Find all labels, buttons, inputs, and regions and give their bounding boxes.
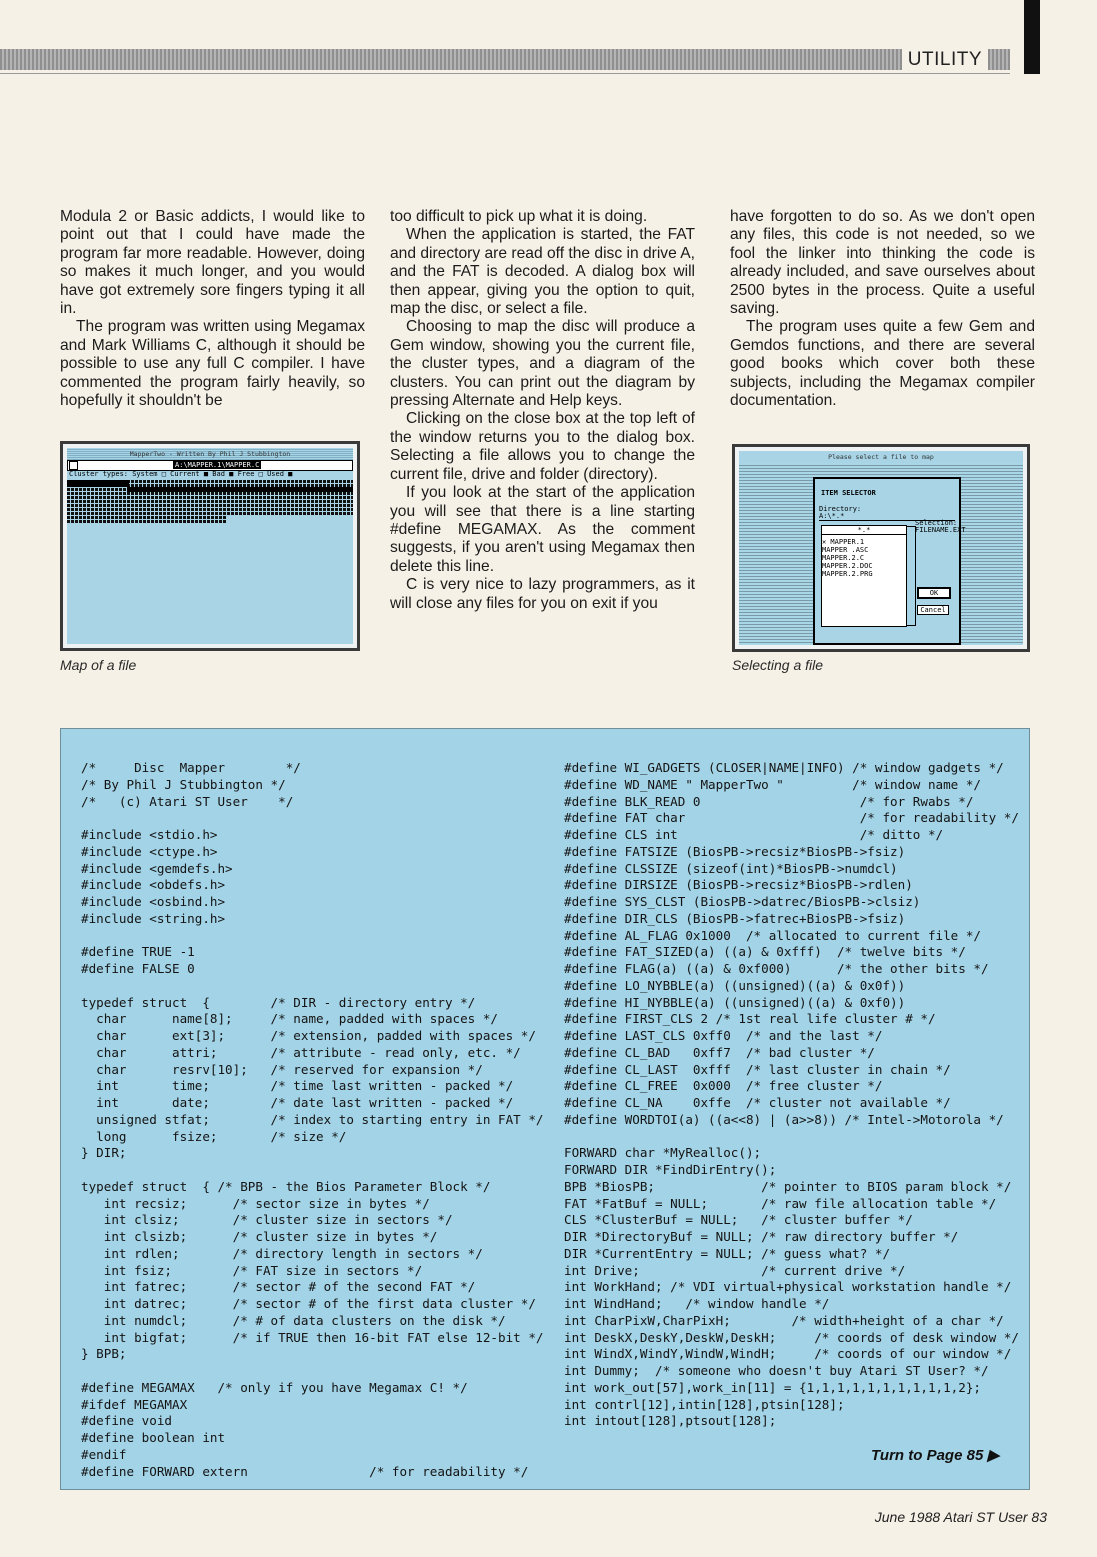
paragraph: If you look at the start of the application you will see that there is a line starting #define MEGAMAX. As the comment suggests, if you aren't using Megamax then delete this line. — [390, 484, 695, 575]
item-selector-dialog — [813, 477, 966, 645]
page-footer: June 1988 Atari ST User 83 — [874, 1509, 1047, 1525]
file-path: A:\MAPPER.1\MAPPER.C — [175, 461, 260, 469]
paragraph: Modula 2 or Basic addicts, I would like to point out that I could have made the program far more readable. However, doing so makes it much longer, and you would have got extremely sore fingers typing it all in. — [60, 208, 365, 318]
header-rule — [0, 73, 1010, 74]
selector-heading: ITEM SELECTOR — [821, 489, 876, 497]
selector-title: Please select a file to map — [739, 451, 1023, 463]
window-title: MapperTwo - Written By Phil J Stubbington — [67, 448, 353, 460]
column-1 — [60, 208, 365, 410]
directory-label: Directory: — [819, 505, 862, 513]
paragraph: Choosing to map the disc will produce a Gem window, showing you the current file, the cluster types, and a diagram of the clusters. You can print out the diagram by pressing Alternate and Help keys. — [390, 318, 695, 410]
cluster-free-area — [227, 516, 353, 524]
section-header-bar — [0, 49, 1010, 70]
caption-selector: Selecting a file — [732, 657, 824, 673]
paragraph: too difficult to pick up what it is doing. — [390, 208, 648, 225]
page-edge-tab — [1024, 0, 1040, 74]
file-item[interactable]: MAPPER.2.DOC — [822, 562, 873, 570]
file-list-scrollbar[interactable] — [906, 526, 916, 626]
column-3 — [730, 208, 1035, 410]
section-label: UTILITY — [902, 49, 988, 70]
map-screenshot — [60, 441, 360, 651]
caption-map: Map of a file — [60, 657, 137, 673]
cancel-button[interactable]: Cancel — [917, 605, 949, 615]
close-box-icon[interactable] — [69, 461, 78, 470]
file-item[interactable]: MAPPER .ASC — [822, 546, 869, 554]
file-item[interactable]: MAPPER.2.C — [822, 554, 865, 562]
file-item[interactable]: MAPPER.2.PRG — [822, 570, 873, 578]
paragraph: The program was written using Megamax and Mark Williams C, although it should be possible to use any full C compiler. I have commented the program fairly heavily, so hopefully it shouldn't be — [60, 318, 365, 410]
file-item[interactable]: ✕ MAPPER.1 — [822, 538, 865, 546]
code-listing-box — [60, 728, 1030, 1490]
paragraph: The program uses quite a few Gem and Gemdos functions, and there are several good books which cover both these subjects, including the Megamax compiler documentation. — [730, 318, 1035, 410]
cluster-legend: Cluster types: System □ Current ■ Bad ■ Free □ Used ■ — [69, 470, 293, 478]
selection-label: Selection: — [915, 519, 958, 527]
cluster-run-system — [67, 480, 129, 487]
code-listing-right: #define WI_GADGETS (CLOSER|NAME|INFO) /* window gadgets */ #define WD_NAME " MapperTwo " /* window name */ #define BLK_READ 0 /* for Rwabs */ #define FAT char /* for readability */ #define CLS int /* ditto */ #define FATSIZE (BiosPB->recsiz*BiosPB->fsiz) #define CLSSIZE (sizeof(int)*BiosPB->numdcl) #define DIRSIZE (BiosPB->recsiz*BiosPB->rdlen) #define SYS_CLST (BiosPB->datrec/BiosPB->clsiz) #define DIR_CLS (BiosPB->fatrec+BiosPB->fsiz) #define AL_FLAG 0x1000 /* allocated to current file */ #define FAT_SIZED(a) ((a) & 0xfff) /* twelve bits */ #define FLAG(a) ((a) & 0xf000) /* the other bits */ #define LO_NYBBLE(a) ((unsigned)((a) & 0x0f)) #define HI_NYBBLE(a) ((unsigned)((a) & 0xf0)) #define FIRST_CLS 2 /* 1st real life cluster # */ #define LAST_CLS 0xff0 /* and the last */ #define CL_BAD 0xff7 /* bad cluster */ #define CL_LAST 0xfff /* last cluster in chain */ #define CL_FREE 0x000 /* free cluster */ #define CL_NA 0xffe /* cluster not available */ #define WORDTOI(a) ((a<<8) | (a>>8)) /* Intel->Motorola */ FORWARD char *MyRealloc(); FORWARD DIR *FindDirEntry(); BPB *BiosPB; /* pointer to BIOS param block */ FAT *FatBuf = NULL; /* raw file allocation table */ CLS *ClusterBuf = NULL; /* cluster buffer */ DIR *DirectoryBuf = NULL; /* raw directory buffer */ DIR *CurrentEntry = NULL; /* guess what? */ int Drive; /* current drive */ int WorkHand; /* VDI virtual+physical workstation handle */ int WindHand; /* window handle */ int CharPixW,CharPixH; /* width+height of a char */ int DeskX,DeskY,DeskW,DeskH; /* coords of desk window */ int WindX,WindY,WindW,WindH; /* coords of our window */ int Dummy; /* someone who doesn't buy Atari ST User? */ int work_out[57],work_in[11] = {1,1,1,1,1,1,1,1,1,1,2}; int contrl[12],intin[128],ptsin[128]; int intout[128],ptsout[128]; — [564, 760, 1019, 1429]
file-list — [821, 525, 907, 627]
filter-bar: *.* — [822, 526, 906, 535]
paragraph: Clicking on the close box at the top left of the window returns you to the dialog box. Selecting a file allows you to change the current file, drive and folder (directory). — [390, 410, 695, 483]
turn-page-note: Turn to Page 85 ▶ — [871, 1447, 999, 1464]
selection-field[interactable]: FILENAME.EXT — [915, 526, 966, 534]
column-2 — [390, 208, 695, 613]
code-listing-left: /* Disc Mapper */ /* By Phil J Stubbington */ /* (c) Atari ST User */ #include <stdio.h> #include <ctype.h> #include <gemdefs.h> #include <obdefs.h> #include <osbind.h> #include <string.h> #define TRUE -1 #define FALSE 0 typedef struct { /* DIR - directory entry */ char name[8]; /* name, padded with spaces */ char ext[3]; /* extension, padded with spaces */ char attri; /* attribute - read only, etc. */ char resrv[10]; /* reserved for expansion */ int time; /* time last written - packed */ int date; /* date last written - packed */ unsigned stfat; /* index to starting entry in FAT */ long fsize; /* size */ } DIR; typedef struct { /* BPB - the Bios Parameter Block */ int recsiz; /* sector size in bytes */ int clsiz; /* cluster size in sectors */ int clsizb; /* cluster size in bytes */ int rdlen; /* directory length in sectors */ int fsiz; /* FAT size in sectors */ int fatrec; /* sector # of the second FAT */ int datrec; /* sector # of the first data cluster */ int numdcl; /* # of data clusters on the disk */ int bigfat; /* if TRUE then 16-bit FAT else 12-bit */ } BPB; #define MEGAMAX /* only if you have Megamax C! */ #ifdef MEGAMAX #define void #define boolean int #endif #define FORWARD extern /* for readability */ — [81, 760, 544, 1479]
directory-field[interactable]: A:\*.* — [819, 512, 955, 521]
ok-button[interactable]: OK — [917, 587, 951, 599]
paragraph: C is very nice to lazy programmers, as it will close any files for you on exit if you — [390, 576, 695, 612]
cluster-run-current — [127, 487, 353, 492]
paragraph: When the application is started, the FAT and directory are read off the disc in drive A, and the FAT is decoded. A dialog box will then appear, giving you the option to quit, map the disc, or select a file. — [390, 226, 695, 318]
selector-screenshot — [732, 444, 1030, 652]
paragraph: have forgotten to do so. As we don't open any files, this code is not needed, so we fool the linker into thinking the code is already included, and save ourselves about 2500 bytes in the process. Quite a useful saving. — [730, 208, 1035, 318]
